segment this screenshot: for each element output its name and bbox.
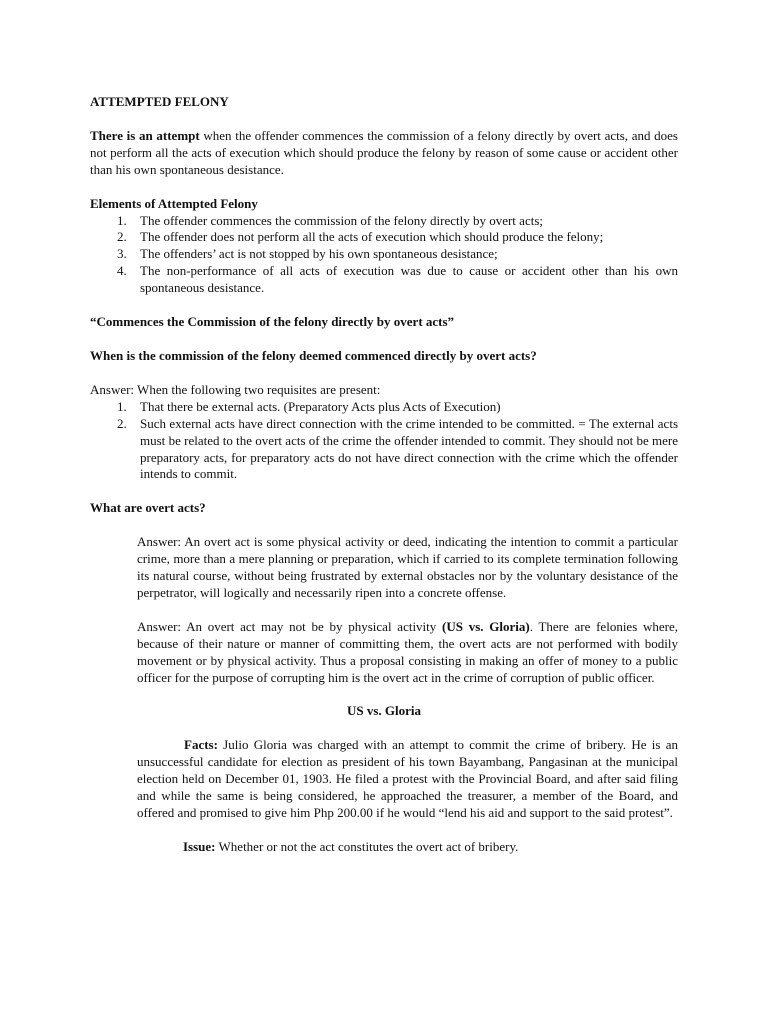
doc-title: ATTEMPTED FELONY (90, 94, 229, 109)
answer2-text-rest: . There are felonies where, because of their nature or manner of committing them, the overt acts are not performed with bodily movement or by physical activity. Thus a proposal consisting in making an offer of money to a public officer for the purpose of corrupting him is the overt act in the crime of corruption of public officer. (137, 618, 679, 685)
list-text: That there be external acts. (Preparatory Acts plus Acts of Execution) (140, 398, 501, 414)
case-title: US vs. Gloria (346, 703, 422, 719)
list-number: 1. (117, 398, 127, 414)
requisites-list (90, 399, 678, 484)
list-text: The non-performance of all acts of execution was due to cause or accident other than his own spontaneous desistance. (140, 263, 678, 296)
list-item (90, 229, 678, 246)
issue-text: Whether or not the act constitutes the overt act of bribery. (215, 838, 519, 854)
list-text: The offenders’ act is not stopped by his own spontaneous desistance; (140, 246, 498, 262)
definition-lead: There is an attempt (90, 127, 200, 143)
list-item (90, 213, 678, 230)
definition-paragraph (90, 128, 678, 179)
list-number: 4. (117, 263, 127, 279)
elements-list (90, 213, 678, 298)
elements-heading: Elements of Attempted Felony (90, 195, 258, 211)
list-item (90, 416, 678, 484)
facts-text: Julio Gloria was charged with an attempt to commit the crime of bribery. He is an unsuccessful candidate for election as president of his town Bayambang, Pangasinan at the municipal election held on December 01, 1903. He filed a protest with the Provincial Board, and after said filing and while the same is being considered, he approached the treasurer, a member of the Board, and offered and promised to give him Php 200.00 if he would “lend his aid and support to the said protest”. (137, 737, 678, 820)
list-item (90, 399, 678, 416)
list-number: 2. (117, 415, 127, 431)
list-number: 3. (117, 246, 127, 262)
when-question: When is the commission of the felony deemed commenced directly by overt acts? (90, 347, 537, 363)
case-citation: (US vs. Gloria) (442, 618, 530, 634)
list-item (90, 246, 678, 263)
facts-label: Facts: (184, 737, 218, 753)
facts-paragraph (90, 737, 678, 822)
answer-paragraph-2 (90, 619, 678, 687)
list-number: 1. (117, 212, 127, 228)
list-text: Such external acts have direct connection with the crime intended to be committed. = The external acts must be related to the overt acts of the crime the offender intended to commit. They should not be mere preparatory acts, for preparatory acts do not have direct connection with the crime which the offender intends to commit. (140, 415, 678, 482)
answer-intro: Answer: When the following two requisites are present: (90, 381, 381, 397)
commences-heading: “Commences the Commission of the felony directly by overt acts” (90, 314, 455, 330)
overt-question: What are overt acts? (90, 500, 206, 516)
answer2-text: Answer: An overt act may not be by physical activity (137, 618, 443, 634)
issue-label: Issue: (183, 838, 216, 854)
answer-paragraph-1: Answer: An overt act is some physical activity or deed, indicating the intention to commit a particular crime, more than a mere planning or preparation, which if carried to its complete termination following its natural course, without being frustrated by external obstacles nor by the voluntary desistance of the perpetrator, will logically and necessarily ripen into a concrete offense. (137, 534, 678, 600)
list-item (90, 263, 678, 297)
definition-text: when the offender commences the commission of a felony directly by overt acts, and does not perform all the acts of execution which should produce the felony by reason of some cause or accident other than his own spontaneous desistance. (90, 127, 678, 177)
issue-paragraph (90, 839, 678, 856)
list-number: 2. (117, 229, 127, 245)
list-text: The offender commences the commission of the felony directly by overt acts; (140, 212, 543, 228)
list-text: The offender does not perform all the acts of execution which should produce the felony; (140, 229, 604, 245)
